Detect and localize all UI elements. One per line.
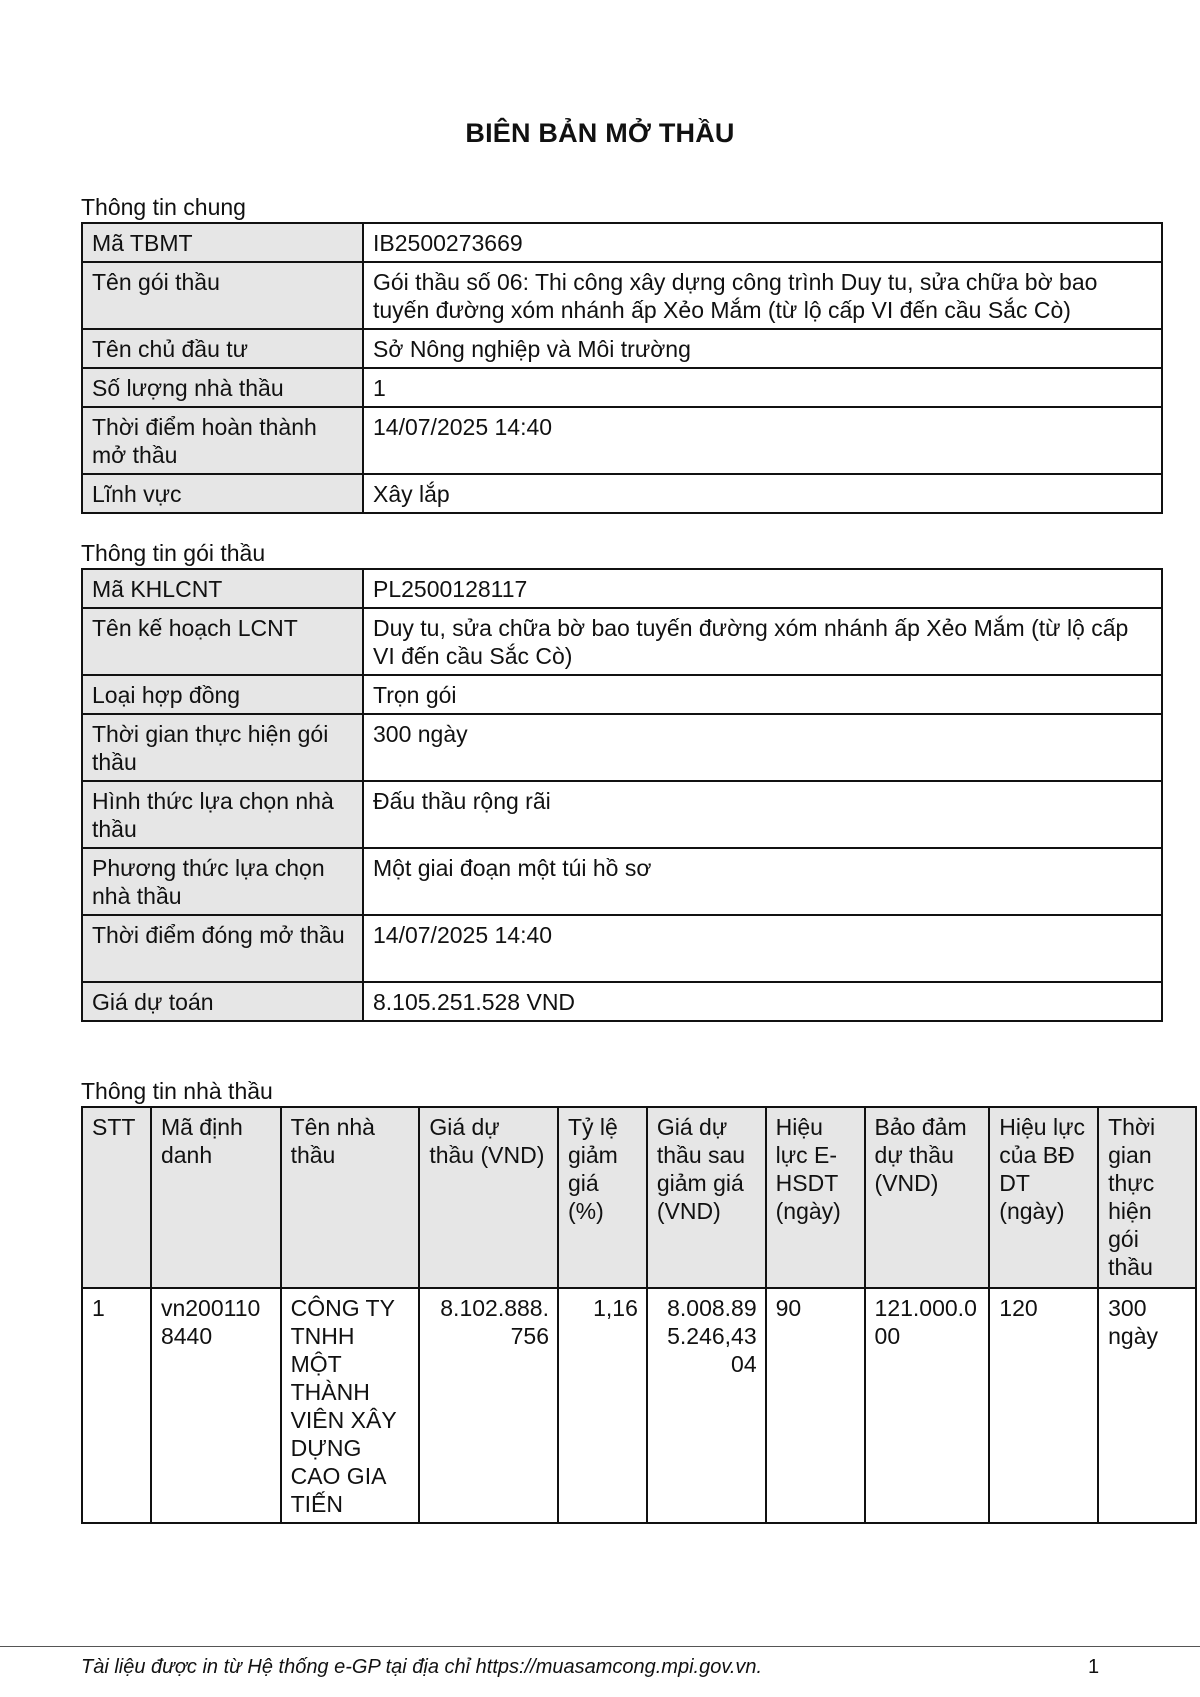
table-header-row xyxy=(82,1107,1196,1288)
row-value: Xây lắp xyxy=(363,474,1162,513)
cell-discount-rate: 1,16 xyxy=(558,1288,647,1523)
footer-divider xyxy=(0,1646,1200,1647)
bidders-table xyxy=(81,1106,1197,1524)
column-header: Hiệu lực E-HSDT (ngày) xyxy=(766,1107,865,1288)
cell-bidder-name: CÔNG TY TNHH MỘT THÀNH VIÊN XÂY DỰNG CAO GIA TIẾN xyxy=(281,1288,420,1523)
row-value: 1 xyxy=(363,368,1162,407)
row-key: Thời gian thực hiện gói thầu xyxy=(82,714,363,781)
row-value: 14/07/2025 14:40 xyxy=(363,915,1162,982)
row-value: Gói thầu số 06: Thi công xây dựng công trình Duy tu, sửa chữa bờ bao tuyến đường xóm nhánh ấp Xẻo Mắm (từ lộ cấp VI đến cầu Sắc Cò) xyxy=(363,262,1162,329)
page-number: 1 xyxy=(1088,1656,1100,1678)
row-value: Duy tu, sửa chữa bờ bao tuyến đường xóm nhánh ấp Xẻo Mắm (từ lộ cấp VI đến cầu Sắc Cò) xyxy=(363,608,1162,675)
row-value: PL2500128117 xyxy=(363,569,1162,608)
table-row xyxy=(82,368,1162,407)
table-row xyxy=(82,569,1162,608)
column-header: Giá dự thầu (VND) xyxy=(419,1107,558,1288)
row-value: Đấu thầu rộng rãi xyxy=(363,781,1162,848)
row-key: Số lượng nhà thầu xyxy=(82,368,363,407)
cell-bid-price: 8.102.888.756 xyxy=(419,1288,558,1523)
table-row xyxy=(82,1288,1196,1523)
row-key: Thời điểm đóng mở thầu xyxy=(82,915,363,982)
row-key: Tên chủ đầu tư xyxy=(82,329,363,368)
row-value: 8.105.251.528 VND xyxy=(363,982,1162,1021)
row-value: Trọn gói xyxy=(363,675,1162,714)
column-header: Giá dự thầu sau giảm giá (VND) xyxy=(647,1107,766,1288)
table-row xyxy=(82,329,1162,368)
table-row xyxy=(82,848,1162,915)
table-row xyxy=(82,474,1162,513)
section-label-package: Thông tin gói thầu xyxy=(81,540,266,566)
cell-security-validity: 120 xyxy=(989,1288,1098,1523)
row-key: Tên kế hoạch LCNT xyxy=(82,608,363,675)
package-info-table xyxy=(81,568,1163,1022)
table-row xyxy=(82,781,1162,848)
general-info-table xyxy=(81,222,1163,514)
cell-stt: 1 xyxy=(82,1288,151,1523)
section-label-bidders: Thông tin nhà thầu xyxy=(81,1078,273,1104)
column-header: Hiệu lực của BĐ DT (ngày) xyxy=(989,1107,1098,1288)
row-key: Tên gói thầu xyxy=(82,262,363,329)
column-header: Tên nhà thầu xyxy=(281,1107,420,1288)
row-key: Mã TBMT xyxy=(82,223,363,262)
table-row xyxy=(82,675,1162,714)
row-key: Mã KHLCNT xyxy=(82,569,363,608)
column-header: Mã định danh xyxy=(151,1107,281,1288)
footer-text: Tài liệu được in từ Hệ thống e-GP tại địa chỉ https://muasamcong.mpi.gov.vn. xyxy=(81,1656,763,1678)
cell-bid-security: 121.000.000 xyxy=(865,1288,990,1523)
table-row xyxy=(82,262,1162,329)
column-header: Bảo đảm dự thầu (VND) xyxy=(865,1107,990,1288)
row-key: Thời điểm hoàn thành mở thầu xyxy=(82,407,363,474)
table-row xyxy=(82,982,1162,1021)
table-row xyxy=(82,915,1162,982)
row-key: Lĩnh vực xyxy=(82,474,363,513)
column-header: Tỷ lệ giảm giá (%) xyxy=(558,1107,647,1288)
column-header: STT xyxy=(82,1107,151,1288)
row-key: Phương thức lựa chọn nhà thầu xyxy=(82,848,363,915)
table-row xyxy=(82,608,1162,675)
section-label-general: Thông tin chung xyxy=(81,194,246,220)
table-row xyxy=(82,714,1162,781)
table-row xyxy=(82,407,1162,474)
cell-duration: 300 ngày xyxy=(1098,1288,1196,1523)
row-key: Hình thức lựa chọn nhà thầu xyxy=(82,781,363,848)
cell-identifier: vn2001108440 xyxy=(151,1288,281,1523)
page-title: BIÊN BẢN MỞ THẦU xyxy=(465,118,735,148)
cell-ehsdt-validity: 90 xyxy=(766,1288,865,1523)
row-value: 300 ngày xyxy=(363,714,1162,781)
column-header: Thời gian thực hiện gói thầu xyxy=(1098,1107,1196,1288)
row-key: Giá dự toán xyxy=(82,982,363,1021)
row-value: Một giai đoạn một túi hồ sơ xyxy=(363,848,1162,915)
row-key: Loại hợp đồng xyxy=(82,675,363,714)
cell-discounted-price: 8.008.895.246,4304 xyxy=(647,1288,766,1523)
table-row xyxy=(82,223,1162,262)
row-value: IB2500273669 xyxy=(363,223,1162,262)
row-value: 14/07/2025 14:40 xyxy=(363,407,1162,474)
row-value: Sở Nông nghiệp và Môi trường xyxy=(363,329,1162,368)
